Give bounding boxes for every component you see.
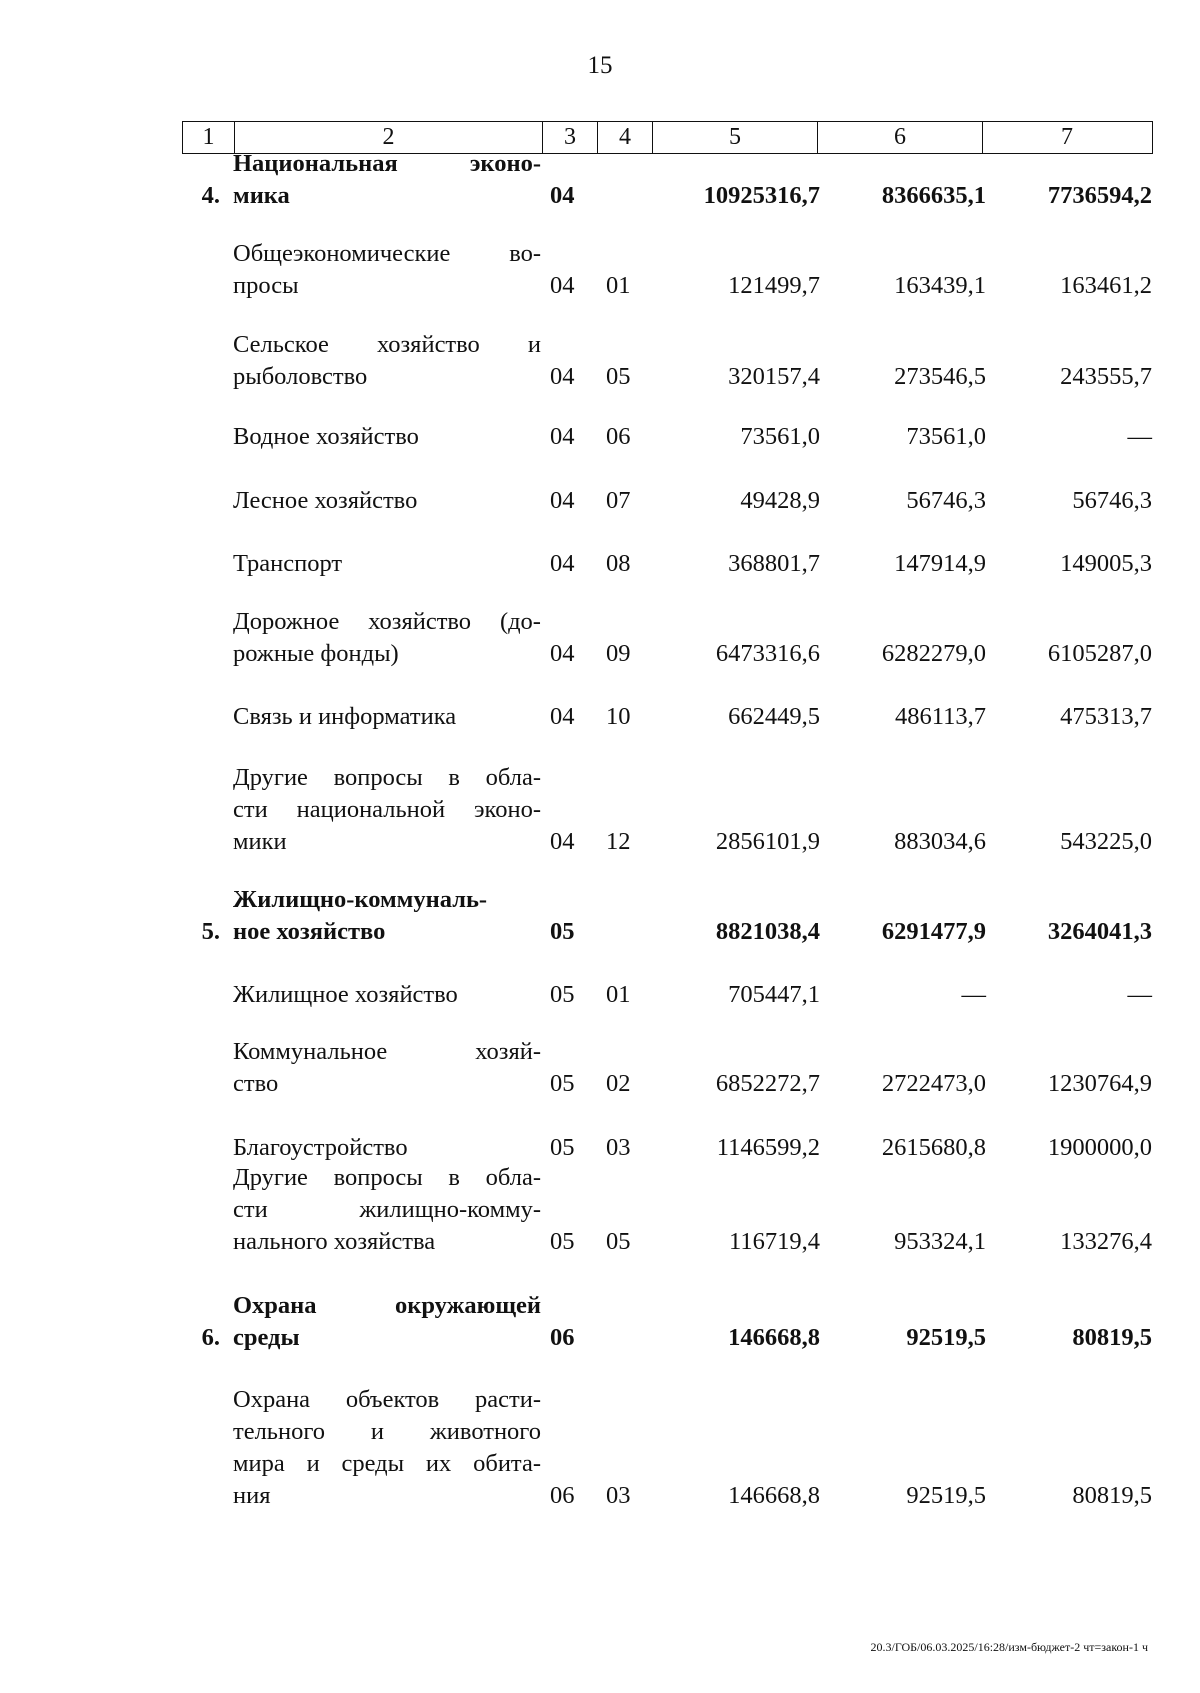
row-name [233, 421, 541, 453]
row-name-line: Транспорт [233, 550, 343, 577]
row-name-word: Жилищно-коммуналь- [233, 886, 488, 913]
amount-col-5: 368801,7 [728, 550, 820, 577]
row-name [233, 1036, 541, 1100]
section-code: 06 [550, 1324, 575, 1351]
amount-col-6: 73561,0 [906, 423, 986, 450]
row-name-line [233, 1194, 541, 1226]
amount-col-6: — [961, 981, 986, 1008]
row-name-line: Связь и информатика [233, 703, 457, 730]
section-code: 06 [550, 1482, 575, 1509]
row-name-word: обла- [485, 1164, 541, 1191]
table-row [0, 1384, 1200, 1512]
row-name-word: обита- [473, 1450, 541, 1477]
row-name-line: Лесное хозяйство [233, 487, 418, 514]
amount-col-6: 2615680,8 [881, 1134, 986, 1161]
row-name-line: Жилищное хозяйство [233, 981, 458, 1008]
subsection-code: 02 [606, 1070, 631, 1097]
amount-col-5: 6473316,6 [715, 640, 820, 667]
row-name-word: эконо- [469, 150, 541, 177]
document-footer-code: 20.3/ГОБ/06.03.2025/16:28/изм-бюджет-2 чт=закон-1 ч [870, 1640, 1148, 1654]
amount-col-6: 92519,5 [906, 1324, 986, 1351]
section-code: 05 [550, 981, 575, 1008]
subsection-code: 01 [606, 272, 631, 299]
row-name [233, 606, 541, 670]
section-code: 04 [550, 363, 575, 390]
row-name-line [233, 1036, 541, 1068]
header-cell-6: 6 [818, 122, 983, 153]
row-name [233, 485, 541, 517]
amount-col-5: 146668,8 [728, 1324, 820, 1351]
amount-col-5: 705447,1 [728, 981, 820, 1008]
row-name-word: животного [429, 1418, 541, 1445]
amount-col-6: 6291477,9 [881, 918, 986, 945]
section-code: 04 [550, 828, 575, 855]
row-name [233, 1290, 541, 1354]
row-name-word: Дорожное [233, 608, 340, 635]
row-number: 5. [201, 918, 220, 945]
row-name-word: окружающей [394, 1292, 541, 1319]
amount-col-5: 10925316,7 [703, 182, 820, 209]
amount-col-6: 56746,3 [906, 487, 986, 514]
amount-col-7: 3264041,3 [1047, 918, 1152, 945]
amount-col-7: 80819,5 [1072, 1324, 1152, 1351]
amount-col-6: 273546,5 [894, 363, 986, 390]
row-name [233, 979, 541, 1011]
section-code: 04 [550, 550, 575, 577]
amount-col-7: 56746,3 [1072, 487, 1152, 514]
row-name-word: во- [509, 240, 541, 267]
row-name [233, 238, 541, 302]
row-name-word: тельного [233, 1418, 326, 1445]
table-row [0, 884, 1200, 948]
amount-col-7: 475313,7 [1060, 703, 1152, 730]
amount-col-6: 883034,6 [894, 828, 986, 855]
subsection-code: 06 [606, 423, 631, 450]
amount-col-7: — [1127, 981, 1152, 1008]
row-name-line: рожные фонды) [233, 640, 399, 667]
row-name [233, 701, 541, 733]
subsection-code: 05 [606, 1228, 631, 1255]
row-name-word: расти- [475, 1386, 541, 1413]
amount-col-7: 1900000,0 [1047, 1134, 1152, 1161]
section-code: 04 [550, 182, 575, 209]
table-row [0, 1162, 1200, 1258]
row-name-word: (до- [499, 608, 541, 635]
amount-col-6: 953324,1 [894, 1228, 986, 1255]
amount-col-7: 1230764,9 [1047, 1070, 1152, 1097]
row-name-line [233, 329, 541, 361]
amount-col-6: 163439,1 [894, 272, 986, 299]
row-name-word: Сельское [233, 331, 329, 358]
row-name [233, 1384, 541, 1512]
row-name [233, 762, 541, 858]
row-name-word: Общеэкономические [233, 240, 451, 267]
row-name-line: среды [233, 1324, 300, 1351]
amount-col-7: 243555,7 [1060, 363, 1152, 390]
row-name-word: их [425, 1450, 452, 1477]
section-code: 04 [550, 423, 575, 450]
row-name-word: и [527, 331, 541, 358]
amount-col-7: 80819,5 [1072, 1482, 1152, 1509]
row-name [233, 1162, 541, 1258]
row-name-line: ния [233, 1482, 271, 1509]
amount-col-6: 147914,9 [894, 550, 986, 577]
row-name-word: обла- [485, 764, 541, 791]
section-code: 05 [550, 1070, 575, 1097]
row-name-line [233, 884, 541, 916]
subsection-code: 08 [606, 550, 631, 577]
row-name-line: ство [233, 1070, 279, 1097]
amount-col-5: 146668,8 [728, 1482, 820, 1509]
row-name-line: рыболовство [233, 363, 368, 390]
section-code: 05 [550, 918, 575, 945]
header-cell-2: 2 [235, 122, 543, 153]
header-cell-5: 5 [653, 122, 818, 153]
amount-col-5: 320157,4 [728, 363, 820, 390]
header-cell-7: 7 [1061, 124, 1073, 150]
row-name-line: мики [233, 828, 287, 855]
row-name-word: Коммунальное [233, 1038, 388, 1065]
subsection-code: 03 [606, 1134, 631, 1161]
subsection-code: 10 [606, 703, 631, 730]
row-number: 6. [201, 1324, 220, 1351]
amount-col-7: 7736594,2 [1047, 182, 1152, 209]
amount-col-7: 163461,2 [1060, 272, 1152, 299]
amount-col-7: 543225,0 [1060, 828, 1152, 855]
subsection-code: 12 [606, 828, 631, 855]
row-name-word: Охрана [233, 1386, 311, 1413]
row-name-line: ное хозяйство [233, 918, 386, 945]
amount-col-7: 133276,4 [1060, 1228, 1152, 1255]
amount-col-5: 8821038,4 [715, 918, 820, 945]
row-name-word: объектов [345, 1386, 440, 1413]
row-name-word: в [448, 764, 460, 791]
amount-col-5: 1146599,2 [716, 1134, 820, 1161]
row-name-line: мика [233, 182, 290, 209]
section-code: 04 [550, 703, 575, 730]
table-row [0, 421, 1200, 453]
row-name [233, 548, 541, 580]
header-cell-3: 3 [543, 122, 598, 153]
amount-col-5: 6852272,7 [715, 1070, 820, 1097]
row-name-word: хозяйство [368, 608, 472, 635]
row-name-word: хозяйство [376, 331, 480, 358]
header-cell-4: 4 [598, 122, 653, 153]
subsection-code: 01 [606, 981, 631, 1008]
row-name-word: сти [233, 1196, 268, 1223]
row-name-word: эконо- [474, 796, 541, 823]
amount-col-6: 2722473,0 [881, 1070, 986, 1097]
amount-col-5: 73561,0 [740, 423, 820, 450]
row-name-word: хозяй- [475, 1038, 541, 1065]
row-name-word: в [448, 1164, 460, 1191]
amount-col-7: — [1127, 423, 1152, 450]
row-name-word: среды [341, 1450, 405, 1477]
table-row [0, 1290, 1200, 1354]
row-name-line: нального хозяйства [233, 1228, 436, 1255]
row-name-line [233, 1416, 541, 1448]
table-row [0, 979, 1200, 1011]
amount-col-5: 49428,9 [740, 487, 820, 514]
amount-col-6: 8366635,1 [881, 182, 986, 209]
page-number: 15 [587, 52, 613, 79]
table-row [0, 485, 1200, 517]
amount-col-7: 149005,3 [1060, 550, 1152, 577]
row-name-word: Национальная [233, 150, 398, 177]
row-name-line [233, 762, 541, 794]
row-name-word: Другие [233, 764, 308, 791]
amount-col-7: 6105287,0 [1047, 640, 1152, 667]
row-name-word: национальной [296, 796, 446, 823]
amount-col-5: 121499,7 [728, 272, 820, 299]
section-code: 05 [550, 1134, 575, 1161]
row-name-word: сти [233, 796, 268, 823]
row-name-word: вопросы [333, 1164, 423, 1191]
header-cell-1: 1 [183, 122, 235, 153]
amount-col-6: 486113,7 [895, 703, 986, 730]
subsection-code: 05 [606, 363, 631, 390]
row-name [233, 884, 541, 948]
row-name [233, 1132, 541, 1164]
row-name-line [233, 1162, 541, 1194]
row-name-line: Благоустройство [233, 1134, 408, 1161]
row-name-word: Другие [233, 1164, 308, 1191]
table-row [0, 548, 1200, 580]
table-row [0, 1132, 1200, 1164]
table-row [0, 701, 1200, 733]
table-row [0, 606, 1200, 670]
row-name-line [233, 148, 541, 180]
row-name-line [233, 794, 541, 826]
amount-col-5: 116719,4 [729, 1228, 820, 1255]
amount-col-6: 6282279,0 [881, 640, 986, 667]
section-code: 04 [550, 272, 575, 299]
row-name-word: жилищно-комму- [359, 1196, 541, 1223]
row-name-line: просы [233, 272, 299, 299]
row-name-line [233, 238, 541, 270]
subsection-code: 09 [606, 640, 631, 667]
row-name-line [233, 1448, 541, 1480]
table-row [0, 329, 1200, 393]
section-code: 04 [550, 487, 575, 514]
section-code: 05 [550, 1228, 575, 1255]
amount-col-5: 2856101,9 [715, 828, 820, 855]
row-name-line [233, 1384, 541, 1416]
table-row [0, 148, 1200, 212]
table-row [0, 1036, 1200, 1100]
amount-col-6: 92519,5 [906, 1482, 986, 1509]
row-name [233, 148, 541, 212]
row-name-line [233, 1290, 541, 1322]
row-name-word: и [306, 1450, 320, 1477]
subsection-code: 03 [606, 1482, 631, 1509]
row-name-line [233, 606, 541, 638]
row-name-word: мира [233, 1450, 285, 1477]
table-row [0, 238, 1200, 302]
section-code: 04 [550, 640, 575, 667]
row-number: 4. [201, 182, 220, 209]
row-name-word: вопросы [333, 764, 423, 791]
amount-col-5: 662449,5 [728, 703, 820, 730]
row-name-line: Водное хозяйство [233, 423, 419, 450]
subsection-code: 07 [606, 487, 631, 514]
row-name [233, 329, 541, 393]
row-name-word: Охрана [233, 1292, 317, 1319]
table-row [0, 762, 1200, 858]
row-name-word: и [370, 1418, 385, 1445]
